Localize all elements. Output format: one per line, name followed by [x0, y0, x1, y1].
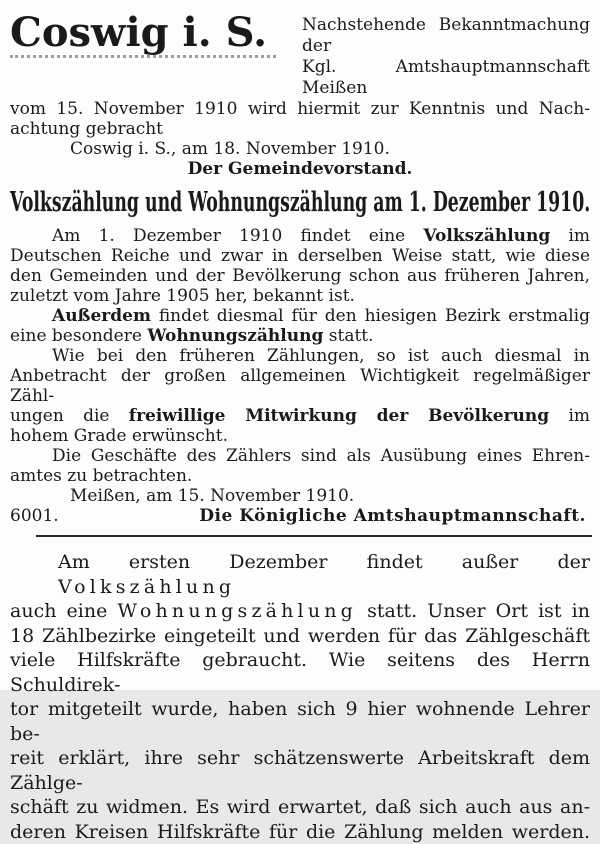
p1-line-3: den Gemeinden und der Bevölkerung schon aus früheren Jahren, — [10, 266, 590, 286]
text-run: ungen die — [10, 406, 109, 426]
p1-line-1 — [10, 226, 590, 246]
dateline-meissen: Meißen, am 15. November 1910. — [10, 486, 590, 506]
note-line-1 — [10, 550, 590, 599]
text-run: findet diesmal für den hiesigen Bezirk erstmalig — [159, 306, 590, 326]
p3-line-4: hohem Grade erwünscht. — [10, 426, 590, 446]
masthead-title-block — [10, 12, 302, 58]
p4-line-1: Die Geschäfte des Zählers sind als Ausübung eines Ehren- — [10, 446, 590, 466]
text-run: Am 1. Dezember 1910 findet eine — [52, 226, 405, 246]
signature-gemeindevorstand: Der Gemeindevorstand. — [10, 159, 590, 179]
text-run-bold: Volkszählung — [423, 226, 550, 246]
announcement-heading-wrap — [10, 186, 590, 220]
masthead-title: Coswig i. S. — [10, 12, 302, 54]
note-line-4: viele Hilfskräfte gebraucht. Wie seitens des Herrn Schuldirek- — [10, 648, 590, 697]
section-divider — [36, 535, 592, 537]
dateline-coswig: Coswig i. S., am 18. November 1910. — [10, 139, 590, 159]
p1-line-2: Deutschen Reiche und zwar in derselben Weise statt, wie diese — [10, 246, 590, 266]
text-run: eine besondere — [10, 326, 142, 346]
intro-line-1: Nachstehende Bekanntmachung der — [302, 15, 590, 57]
text-run-spaced: Wohnungszählung — [117, 600, 357, 622]
intro-line-2: Kgl. Amtshauptmannschaft Meißen — [302, 57, 590, 99]
text-run: Am ersten Dezember findet außer der — [58, 551, 590, 573]
p4-line-2: amtes zu betrachten. — [10, 466, 590, 486]
p3-line-2: Anbetracht der großen allgemeinen Wichtigkeit regelmäßiger Zähl- — [10, 366, 590, 406]
text-run-bold: Wohnungszählung — [147, 326, 323, 346]
note-line-2 — [10, 599, 590, 624]
masthead-row — [10, 12, 590, 99]
masthead-intro-column — [302, 12, 590, 99]
note-line-8: deren Kreisen Hilfskräfte für die Zählung melden werden. — [10, 820, 590, 844]
note-line-6: reit erklärt, ihre sehr schätzenswerte Arbeitskraft dem Zählge- — [10, 746, 590, 795]
p3-line-1: Wie bei den früheren Zählungen, so ist auch diesmal in — [10, 346, 590, 366]
text-run: im — [568, 406, 590, 426]
signature-amtshauptmannschaft: Die Königliche Amtshauptmannschaft. — [199, 506, 586, 526]
intro-line-4: achtung gebracht — [10, 119, 590, 139]
p2-line-2 — [10, 326, 590, 346]
note-line-5: tor mitgeteilt wurde, haben sich 9 hier wohnende Lehrer be- — [10, 697, 590, 746]
ref-number: 6001. — [10, 506, 59, 526]
text-run-spaced: Volkszählung — [58, 576, 235, 598]
p1-line-4: zuletzt vom Jahre 1905 her, bekannt ist. — [10, 286, 590, 306]
signature-row — [10, 506, 590, 526]
note-line-7: schäft zu widmen. Es wird erwartet, daß sich auch aus an- — [10, 795, 590, 820]
note-line-3: 18 Zählbezirke eingeteilt und werden für das Zählgeschäft — [10, 624, 590, 649]
p2-line-1 — [10, 306, 590, 326]
text-run: auch eine — [10, 600, 107, 622]
p3-line-3 — [10, 406, 590, 426]
local-note — [10, 550, 590, 844]
text-run: im — [568, 226, 590, 246]
text-run: statt. — [329, 326, 374, 346]
intro-line-3: vom 15. November 1910 wird hiermit zur Kenntnis und Nach- — [10, 99, 590, 119]
text-run-bold: Außerdem — [52, 306, 151, 326]
text-run: statt. Unser Ort ist in — [367, 600, 590, 622]
announcement-heading: Volkszählung und Wohnungszählung am 1. Dezember 1910. — [10, 186, 381, 220]
text-run-bold: freiwillige Mitwirkung der Bevölkerung — [129, 406, 549, 426]
